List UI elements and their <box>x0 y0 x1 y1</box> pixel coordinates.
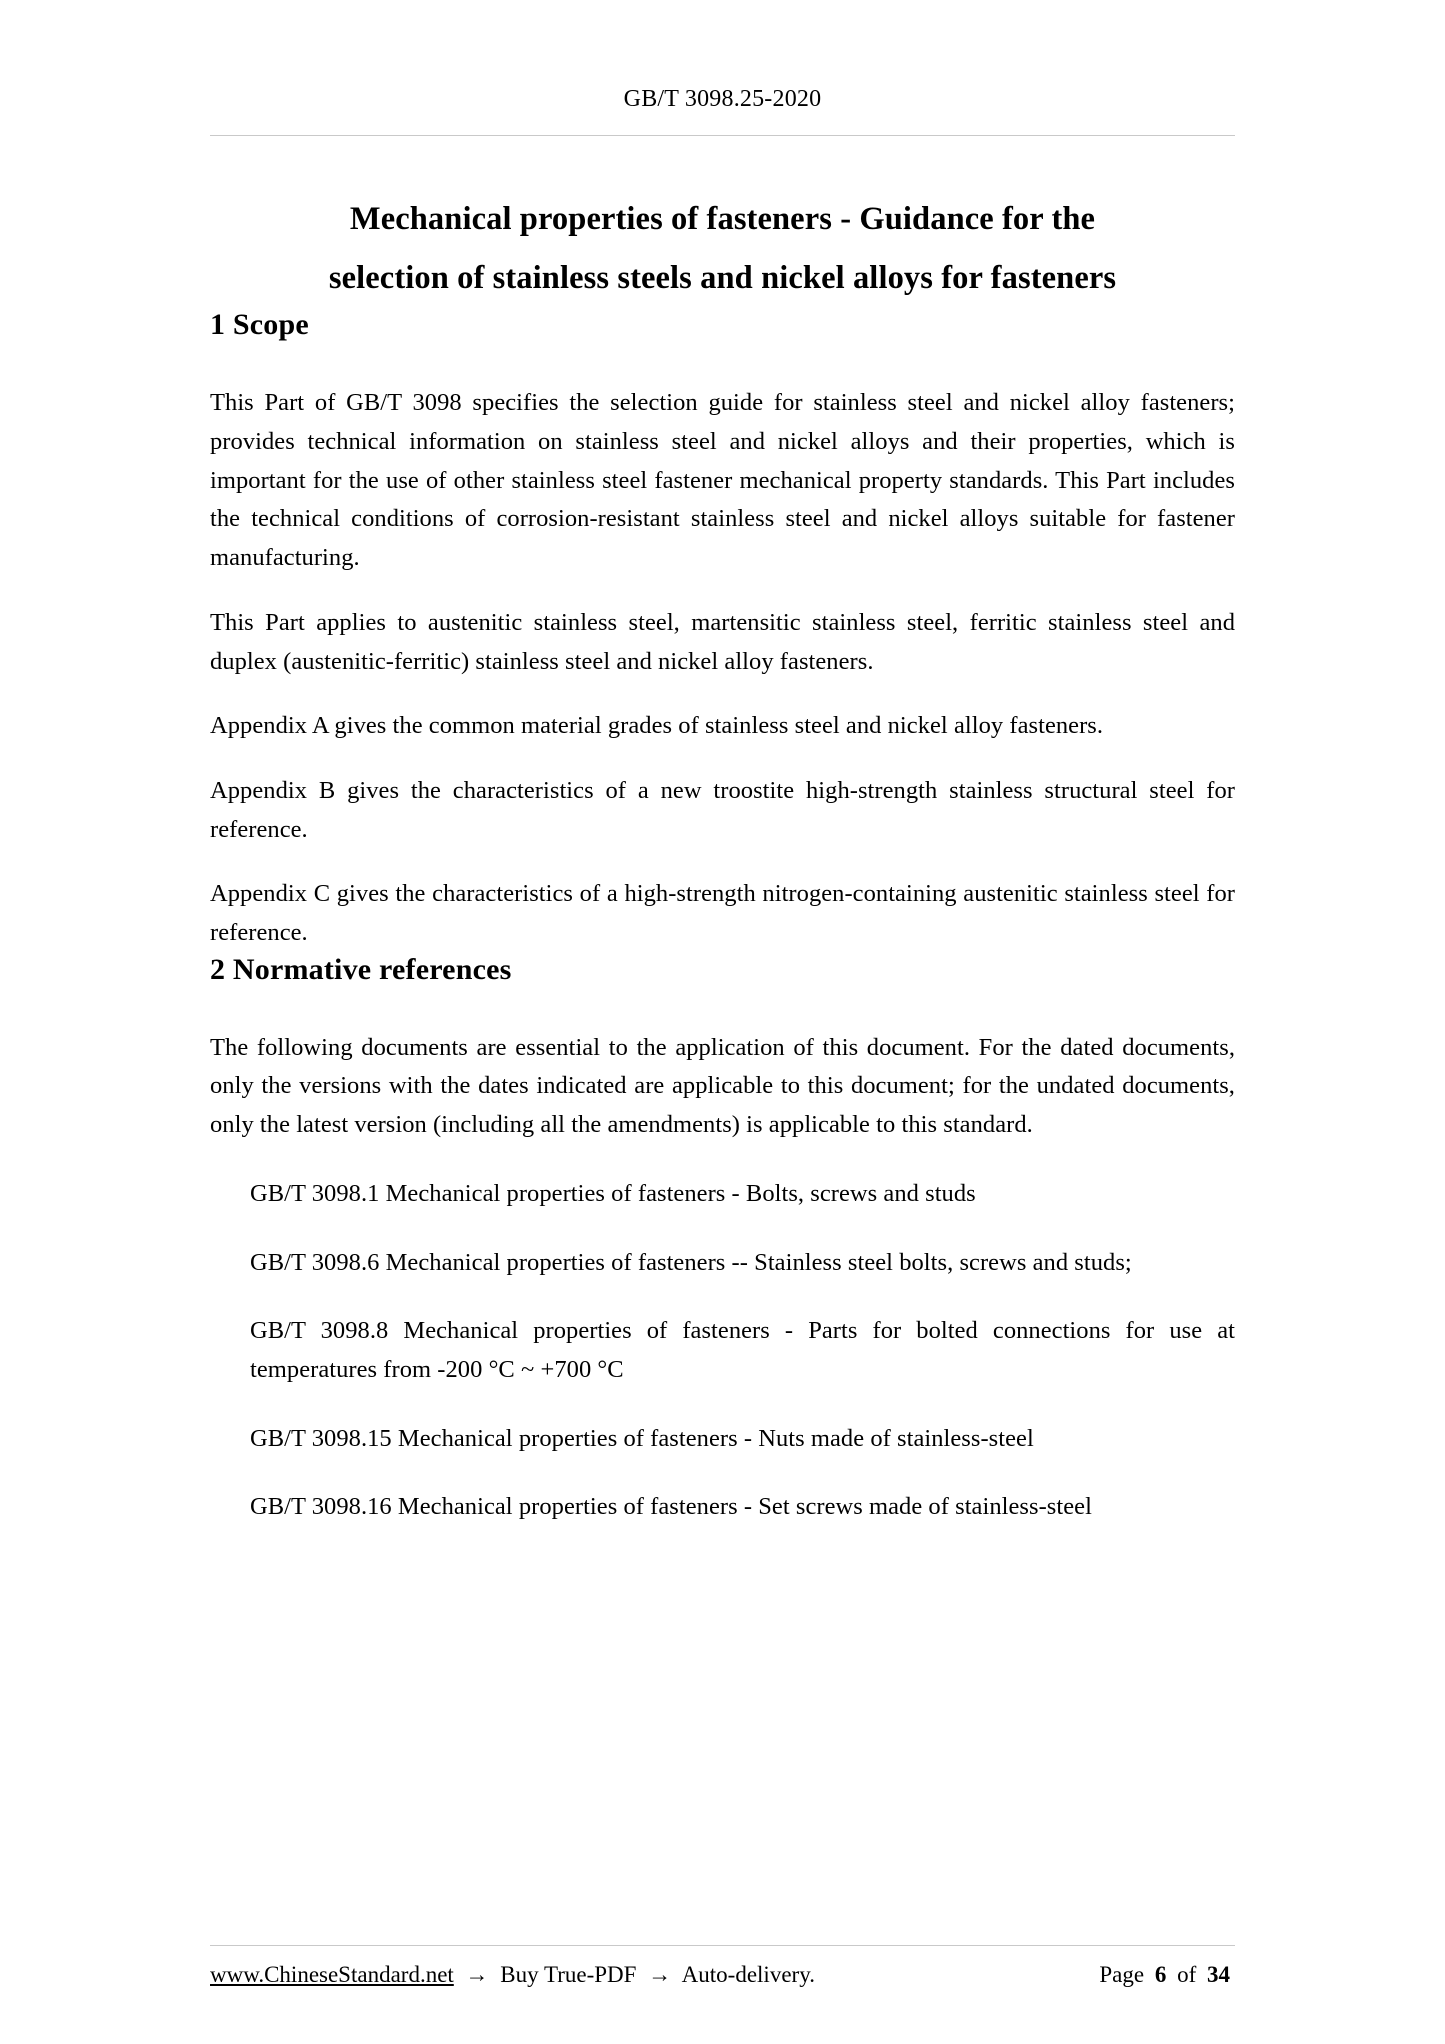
delivery-label: Auto-delivery. <box>681 1962 815 1987</box>
page-indicator <box>1099 1962 1235 1988</box>
page-label: Page <box>1099 1962 1145 1987</box>
page-number: 6 <box>1154 1962 1167 1987</box>
title-line-2: selection of stainless steels and nickel alloys for fasteners <box>328 260 1117 297</box>
of-label: of <box>1177 1962 1197 1987</box>
total-pages: 34 <box>1207 1962 1230 1987</box>
scope-paragraph-3: Appendix A gives the common material grades of stainless steel and nickel alloy fasteners. <box>210 712 1104 740</box>
section-heading-normative-references: 2 Normative references <box>210 952 512 986</box>
footer-promo <box>210 1962 1099 1988</box>
list-item: GB/T 3098.15 Mechanical properties of fasteners - Nuts made of stainless-steel <box>250 1424 1034 1452</box>
scope-paragraph-2: This Part applies to austenitic stainless steel, martensitic stainless steel, ferritic stainless steel and duplex (austenitic-ferritic) stainless steel and nickel alloy fasteners. <box>210 608 1235 675</box>
normative-paragraph-1: The following documents are essential to the application of this document. For the dated documents, only the versions with the dates indicated are applicable to this document; for the undated documents, only the latest version (including all the amendments) is applicable to this standard. <box>210 1033 1235 1139</box>
page-header <box>210 0 1235 136</box>
scope-paragraph-5: Appendix C gives the characteristics of a high-strength nitrogen-containing austenitic stainless steel for reference. <box>210 880 1235 947</box>
scope-paragraph-4: Appendix B gives the characteristics of a new troostite high-strength stainless structural steel for reference. <box>210 776 1235 843</box>
standard-number: GB/T 3098.25-2020 <box>623 86 822 112</box>
page-title <box>210 190 1235 308</box>
list-item: GB/T 3098.16 Mechanical properties of fasteners - Set screws made of stainless-steel <box>250 1493 1092 1521</box>
page-footer <box>210 1945 1235 1988</box>
list-item: GB/T 3098.8 Mechanical properties of fasteners - Parts for bolted connections for use at temperatures from -200 °C ~ +700 °C <box>250 1317 1235 1383</box>
buy-label: Buy True-PDF <box>500 1962 637 1987</box>
normative-reference-list <box>210 1175 1235 1527</box>
scope-paragraph-1: This Part of GB/T 3098 specifies the selection guide for stainless steel and nickel alloy fasteners; provides technical information on stainless steel and nickel alloys and their properties, which is important for the use of other stainless steel fastener mechanical property standards. This Part includes the technical conditions of corrosion-resistant stainless steel and nickel alloys suitable for fastener manufacturing. <box>210 389 1235 572</box>
header-divider <box>210 135 1235 136</box>
list-item: GB/T 3098.1 Mechanical properties of fasteners - Bolts, screws and studs <box>250 1179 976 1207</box>
arrow-right-icon: → <box>465 1962 489 1987</box>
website-link[interactable]: www.ChineseStandard.net <box>210 1962 454 1987</box>
footer-divider <box>210 1945 1235 1946</box>
section-heading-scope: 1 Scope <box>210 308 309 342</box>
title-line-1: Mechanical properties of fasteners - Guidance for the <box>349 201 1096 237</box>
list-item: GB/T 3098.6 Mechanical properties of fasteners -- Stainless steel bolts, screws and studs; <box>250 1248 1132 1276</box>
arrow-right-icon-2: → <box>648 1962 672 1987</box>
